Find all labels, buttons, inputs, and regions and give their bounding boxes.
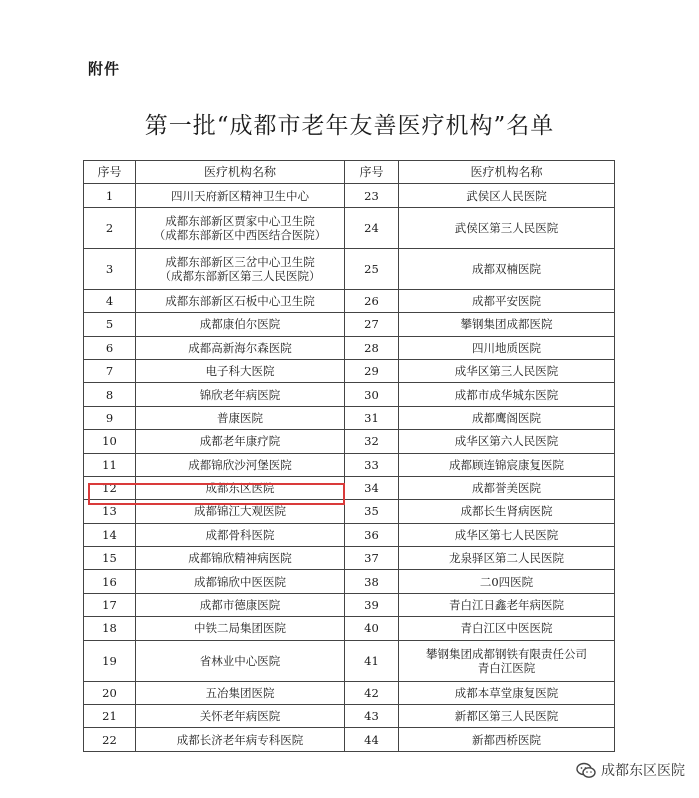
- name-cell-left: [136, 547, 345, 570]
- seq-cell-left: 9: [84, 406, 136, 429]
- table-row: [84, 184, 615, 207]
- name-cell-left: [136, 430, 345, 453]
- name-cell-right: [399, 336, 615, 359]
- name-cell-left: [136, 453, 345, 476]
- name-line: （成都东部新区第三人民医院）: [159, 268, 321, 283]
- header-name-right: 医疗机构名称: [399, 161, 615, 184]
- seq-cell-right: 28: [345, 336, 399, 359]
- name-cell-right: [399, 523, 615, 546]
- table-row: [84, 359, 615, 382]
- name-line: （成都东部新区中西医结合医院）: [153, 227, 327, 242]
- table-row: [84, 593, 615, 616]
- table-row: [84, 430, 615, 453]
- seq-cell-left: 16: [84, 570, 136, 593]
- name-line: 成都东区医院: [205, 481, 275, 496]
- seq-cell-left: 1: [84, 184, 136, 207]
- name-line: 成都锦欣精神病医院: [188, 551, 292, 566]
- table-row: [84, 640, 615, 681]
- name-line: 四川地质医院: [472, 340, 541, 355]
- name-cell-left: [136, 523, 345, 546]
- seq-cell-left: 17: [84, 593, 136, 616]
- name-line: 成都市德康医院: [199, 598, 281, 613]
- name-line: 成都誉美医院: [472, 481, 541, 496]
- seq-cell-right: 27: [345, 313, 399, 336]
- name-line: 武侯区第三人民医院: [454, 220, 559, 235]
- name-line: 成都老年康疗院: [199, 434, 281, 449]
- name-cell-left: [136, 359, 345, 382]
- seq-cell-left: 14: [84, 523, 136, 546]
- name-line: 青白江区中医医院: [460, 621, 553, 636]
- name-cell-right: [399, 248, 615, 289]
- name-cell-right: [399, 453, 615, 476]
- name-cell-right: [399, 640, 615, 681]
- header-seq-right: 序号: [345, 161, 399, 184]
- name-line: 成都长济老年病专科医院: [176, 732, 304, 747]
- name-line: 新都区第三人民医院: [454, 709, 559, 724]
- name-line: 成都双楠医院: [472, 261, 541, 276]
- table-row: [84, 289, 615, 312]
- name-line: 成都市成华城东医院: [454, 387, 559, 402]
- table-row: [84, 705, 615, 728]
- name-cell-right: [399, 570, 615, 593]
- seq-cell-right: 43: [345, 705, 399, 728]
- name-line: 成都锦欣沙河堡医院: [188, 457, 292, 472]
- name-cell-left: [136, 617, 345, 640]
- name-cell-left: [136, 705, 345, 728]
- seq-cell-right: 41: [345, 640, 399, 681]
- name-line: 青白江日鑫老年病医院: [449, 598, 564, 613]
- name-cell-left: [136, 248, 345, 289]
- seq-cell-right: 23: [345, 184, 399, 207]
- name-line: 成都高新海尔森医院: [188, 340, 292, 355]
- name-cell-right: [399, 593, 615, 616]
- table-header-row: [84, 161, 615, 184]
- name-cell-left: [136, 593, 345, 616]
- name-cell-right: [399, 705, 615, 728]
- name-line: 普康医院: [217, 410, 263, 425]
- name-cell-right: [399, 617, 615, 640]
- seq-cell-left: 13: [84, 500, 136, 523]
- seq-cell-left: 12: [84, 476, 136, 499]
- seq-cell-left: 2: [84, 207, 136, 248]
- name-line: 成都锦欣中医医院: [194, 574, 286, 589]
- name-line: 省林业中心医院: [199, 653, 281, 668]
- name-cell-left: [136, 383, 345, 406]
- name-line: 攀钢集团成都钢铁有限责任公司: [426, 646, 587, 661]
- name-line: 成都平安医院: [472, 293, 541, 308]
- name-line: 电子科大医院: [205, 364, 275, 379]
- name-cell-right: [399, 383, 615, 406]
- table-row: [84, 570, 615, 593]
- name-cell-right: [399, 313, 615, 336]
- watermark: [576, 760, 685, 780]
- name-line: 四川天府新区精神卫生中心: [171, 188, 309, 203]
- seq-cell-right: 29: [345, 359, 399, 382]
- name-cell-left: [136, 184, 345, 207]
- name-line: 二0四医院: [479, 574, 534, 589]
- name-cell-left: [136, 728, 345, 751]
- seq-cell-left: 8: [84, 383, 136, 406]
- seq-cell-right: 34: [345, 476, 399, 499]
- seq-cell-left: 22: [84, 728, 136, 751]
- seq-cell-right: 32: [345, 430, 399, 453]
- table-row: [84, 523, 615, 546]
- table-row: [84, 383, 615, 406]
- name-cell-right: [399, 728, 615, 751]
- name-cell-left: [136, 640, 345, 681]
- name-line: 成华区第七人民医院: [454, 527, 559, 542]
- name-cell-right: [399, 476, 615, 499]
- name-line: 成华区第六人民医院: [454, 434, 559, 449]
- table-row: [84, 547, 615, 570]
- name-cell-left: [136, 207, 345, 248]
- name-line: 成都东部新区三岔中心卫生院: [165, 254, 315, 269]
- name-line: 新都西桥医院: [472, 732, 541, 747]
- seq-cell-left: 20: [84, 681, 136, 704]
- seq-cell-left: 19: [84, 640, 136, 681]
- attachment-label: 附件: [88, 60, 121, 78]
- name-line: 龙泉驿区第二人民医院: [449, 551, 564, 566]
- seq-cell-right: 25: [345, 248, 399, 289]
- table-row: [84, 617, 615, 640]
- name-cell-left: [136, 570, 345, 593]
- seq-cell-right: 40: [345, 617, 399, 640]
- seq-cell-right: 24: [345, 207, 399, 248]
- name-cell-right: [399, 359, 615, 382]
- name-line: 成都锦江大观医院: [194, 504, 286, 519]
- highlight-box: [88, 483, 345, 505]
- name-line: 锦欣老年病医院: [199, 387, 281, 402]
- seq-cell-right: 30: [345, 383, 399, 406]
- table-body: [84, 184, 615, 751]
- seq-cell-left: 21: [84, 705, 136, 728]
- name-line: 成都康伯尔医院: [199, 317, 281, 332]
- name-line: 成都骨科医院: [205, 527, 275, 542]
- name-line: 成都长生肾病医院: [460, 504, 553, 519]
- wechat-icon: [576, 762, 596, 779]
- name-line: 攀钢集团成都医院: [460, 317, 553, 332]
- seq-cell-right: 44: [345, 728, 399, 751]
- seq-cell-right: 38: [345, 570, 399, 593]
- seq-cell-left: 11: [84, 453, 136, 476]
- seq-cell-left: 4: [84, 289, 136, 312]
- name-cell-right: [399, 681, 615, 704]
- hospital-list-table: [83, 160, 615, 752]
- seq-cell-right: 42: [345, 681, 399, 704]
- table-row: [84, 453, 615, 476]
- name-cell-right: [399, 184, 615, 207]
- table-row: [84, 728, 615, 751]
- name-line: 成都东部新区石板中心卫生院: [165, 293, 315, 308]
- name-cell-right: [399, 547, 615, 570]
- name-line: 五冶集团医院: [205, 685, 275, 700]
- name-cell-left: [136, 406, 345, 429]
- seq-cell-right: 26: [345, 289, 399, 312]
- watermark-text: 成都东区医院: [601, 763, 685, 779]
- seq-cell-left: 15: [84, 547, 136, 570]
- table-row: [84, 207, 615, 248]
- seq-cell-left: 5: [84, 313, 136, 336]
- header-name-left: 医疗机构名称: [136, 161, 345, 184]
- seq-cell-right: 36: [345, 523, 399, 546]
- header-seq-left: 序号: [84, 161, 136, 184]
- table-row: [84, 336, 615, 359]
- seq-cell-right: 31: [345, 406, 399, 429]
- seq-cell-right: 37: [345, 547, 399, 570]
- table-row: [84, 406, 615, 429]
- name-cell-right: [399, 500, 615, 523]
- name-cell-right: [399, 406, 615, 429]
- seq-cell-right: 39: [345, 593, 399, 616]
- seq-cell-left: 18: [84, 617, 136, 640]
- seq-cell-right: 35: [345, 500, 399, 523]
- name-cell-right: [399, 430, 615, 453]
- name-cell-left: [136, 313, 345, 336]
- name-line: 青白江医院: [477, 660, 536, 675]
- seq-cell-left: 6: [84, 336, 136, 359]
- seq-cell-left: 10: [84, 430, 136, 453]
- name-line: 成都东部新区贾家中心卫生院: [165, 213, 315, 228]
- name-cell-left: [136, 681, 345, 704]
- seq-cell-left: 7: [84, 359, 136, 382]
- table-row: [84, 313, 615, 336]
- name-cell-left: [136, 289, 345, 312]
- name-cell-left: [136, 336, 345, 359]
- table-row: [84, 248, 615, 289]
- name-line: 武侯区人民医院: [466, 188, 547, 203]
- name-line: 成都顾连锦宸康复医院: [449, 457, 564, 472]
- name-cell-right: [399, 207, 615, 248]
- seq-cell-left: 3: [84, 248, 136, 289]
- page-title: 第一批“成都市老年友善医疗机构”名单: [144, 113, 555, 139]
- table-row: [84, 681, 615, 704]
- name-cell-right: [399, 289, 615, 312]
- name-line: 成华区第三人民医院: [454, 364, 559, 379]
- seq-cell-right: 33: [345, 453, 399, 476]
- name-line: 成都本草堂康复医院: [454, 685, 559, 700]
- name-line: 中铁二局集团医院: [194, 621, 286, 636]
- name-line: 关怀老年病医院: [199, 709, 281, 724]
- name-line: 成都鹰阁医院: [472, 410, 541, 425]
